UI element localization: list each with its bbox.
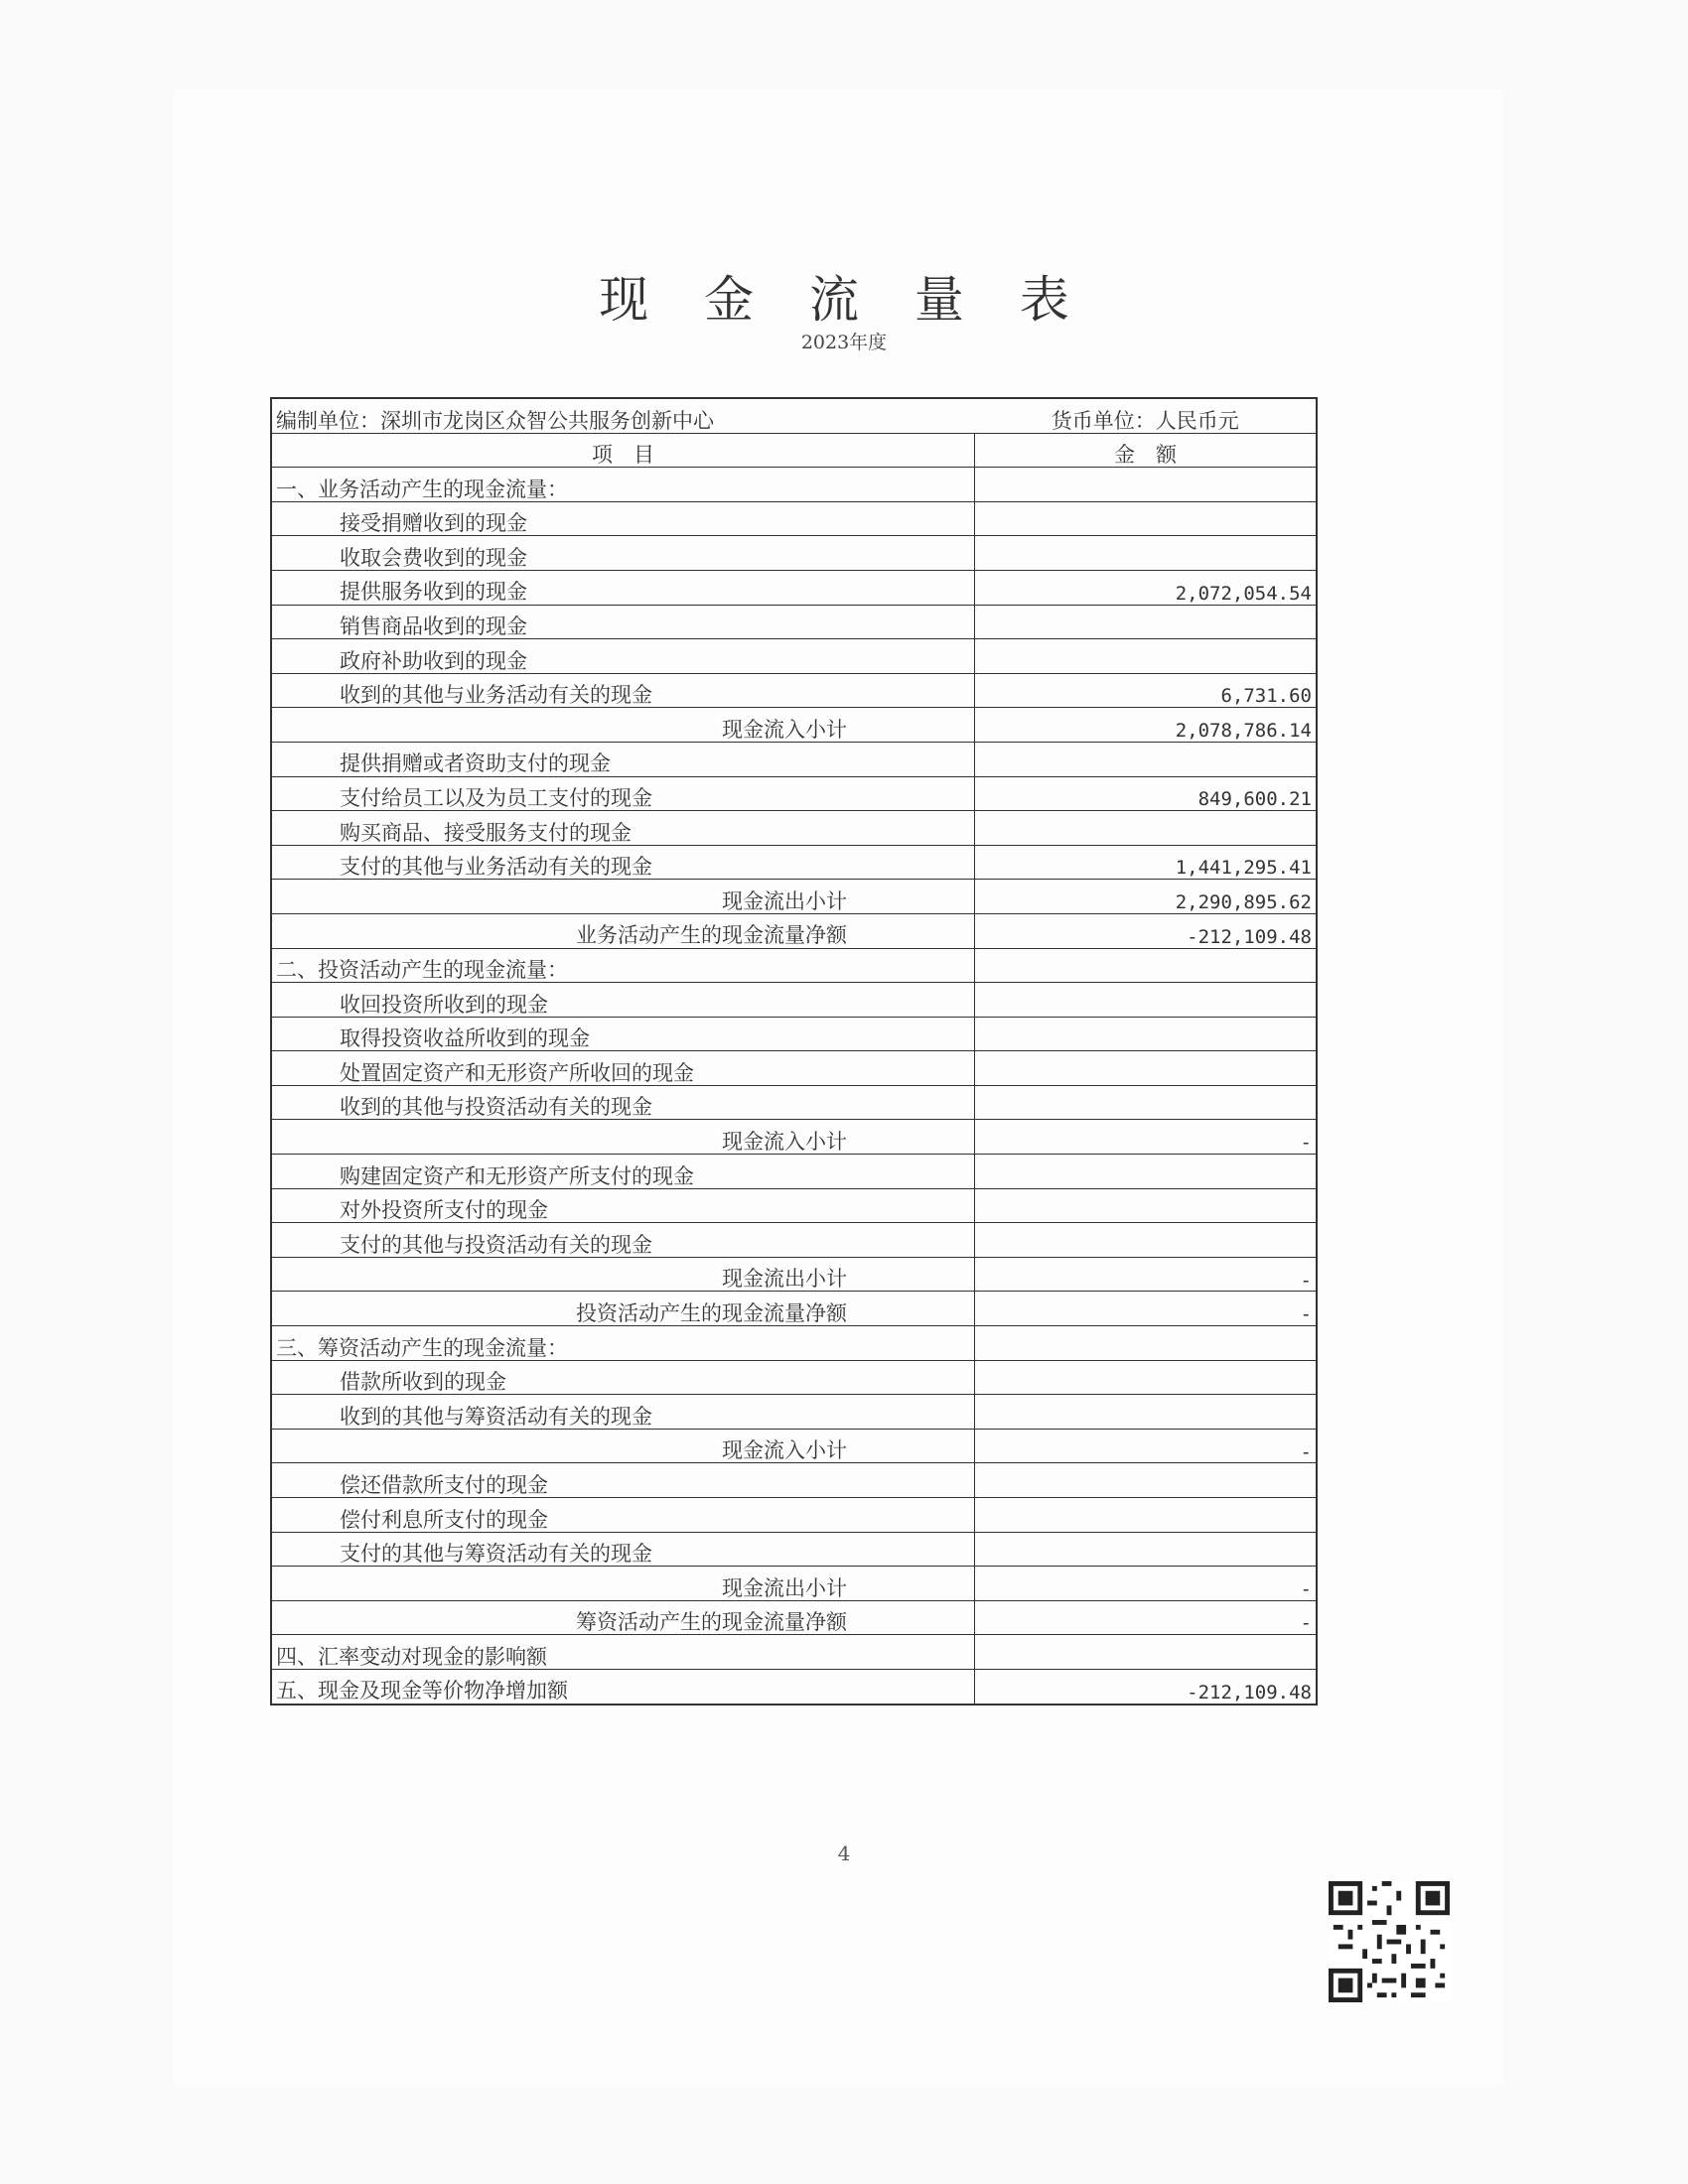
table-row: [271, 948, 1317, 983]
row-label: 购建固定资产和无形资产所支付的现金: [271, 1155, 975, 1189]
column-header-item: 项 目: [271, 433, 975, 468]
row-label: 投资活动产生的现金流量净额: [271, 1292, 975, 1326]
row-label: 偿还借款所支付的现金: [271, 1463, 975, 1498]
table-row: [271, 1600, 1317, 1635]
row-amount: [975, 1532, 1318, 1567]
table-header-row: [271, 433, 1317, 468]
row-label: 现金流入小计: [271, 708, 975, 743]
row-label: 提供捐赠或者资助支付的现金: [271, 742, 975, 776]
table-row: [271, 845, 1317, 880]
row-amount: [975, 501, 1318, 536]
compiler-unit: 编制单位：深圳市龙岗区众智公共服务创新中心: [271, 398, 975, 433]
row-amount: [975, 1051, 1318, 1086]
table-row: [271, 1120, 1317, 1155]
row-amount: [975, 605, 1318, 639]
row-label: 借款所收到的现金: [271, 1360, 975, 1395]
reporting-period: 2023年度: [800, 332, 888, 353]
row-label: 销售商品收到的现金: [271, 605, 975, 639]
table-row: [271, 1429, 1317, 1463]
table-row: [271, 1257, 1317, 1292]
row-label: 政府补助收到的现金: [271, 639, 975, 674]
column-header-amount: 金 额: [975, 433, 1318, 468]
table-row: [271, 1051, 1317, 1086]
row-label: 现金流出小计: [271, 1257, 975, 1292]
row-amount: -: [975, 1567, 1318, 1601]
row-label: 支付的其他与业务活动有关的现金: [271, 845, 975, 880]
table-row: [271, 708, 1317, 743]
table-row: [271, 776, 1317, 811]
row-label: 接受捐赠收到的现金: [271, 501, 975, 536]
row-label: 支付的其他与投资活动有关的现金: [271, 1223, 975, 1258]
row-amount: [975, 1360, 1318, 1395]
row-amount: [975, 1635, 1318, 1670]
row-label: 提供服务收到的现金: [271, 570, 975, 605]
row-label: 收回投资所收到的现金: [271, 983, 975, 1018]
table-row: [271, 1085, 1317, 1120]
row-label: 现金流入小计: [271, 1429, 975, 1463]
row-label: 收到的其他与筹资活动有关的现金: [271, 1395, 975, 1430]
table-row: [271, 1360, 1317, 1395]
row-amount: [975, 536, 1318, 571]
row-amount: 2,072,054.54: [975, 570, 1318, 605]
row-amount: [975, 639, 1318, 674]
row-amount: [975, 1326, 1318, 1361]
row-label: 处置固定资产和无形资产所收回的现金: [271, 1051, 975, 1086]
row-amount: -212,109.48: [975, 913, 1318, 948]
table-row: [271, 536, 1317, 571]
table-row: [271, 742, 1317, 776]
row-label: 现金流出小计: [271, 880, 975, 914]
table-row: [271, 1292, 1317, 1326]
row-label: 对外投资所支付的现金: [271, 1188, 975, 1223]
row-amount: [975, 1498, 1318, 1533]
row-label: 收到的其他与投资活动有关的现金: [271, 1085, 975, 1120]
table-row: [271, 1155, 1317, 1189]
row-label: 取得投资收益所收到的现金: [271, 1017, 975, 1051]
row-label: 业务活动产生的现金流量净额: [271, 913, 975, 948]
row-amount: [975, 1017, 1318, 1051]
table-row: [271, 605, 1317, 639]
currency-unit: 货币单位：人民币元: [975, 398, 1318, 433]
table-row: [271, 1532, 1317, 1567]
row-amount: -: [975, 1292, 1318, 1326]
row-label: 五、现金及现金等价物净增加额: [271, 1669, 975, 1704]
table-row: [271, 1567, 1317, 1601]
table-row: [271, 913, 1317, 948]
row-amount: -: [975, 1600, 1318, 1635]
row-label: 收到的其他与业务活动有关的现金: [271, 673, 975, 708]
row-amount: [975, 1188, 1318, 1223]
row-amount: [975, 1463, 1318, 1498]
row-label: 三、筹资活动产生的现金流量：: [271, 1326, 975, 1361]
row-label: 筹资活动产生的现金流量净额: [271, 1600, 975, 1635]
document-title: 现 金 流 量 表: [599, 271, 1089, 329]
row-amount: [975, 742, 1318, 776]
table-row: [271, 1669, 1317, 1704]
table-row: [271, 1188, 1317, 1223]
row-amount: [975, 811, 1318, 846]
row-amount: [975, 1223, 1318, 1258]
row-amount: [975, 1085, 1318, 1120]
row-amount: 849,600.21: [975, 776, 1318, 811]
table-row: [271, 1498, 1317, 1533]
row-label: 收取会费收到的现金: [271, 536, 975, 571]
row-amount: [975, 1395, 1318, 1430]
table-row: [271, 639, 1317, 674]
table-row: [271, 1463, 1317, 1498]
row-amount: 1,441,295.41: [975, 845, 1318, 880]
row-label: 购买商品、接受服务支付的现金: [271, 811, 975, 846]
table-row: [271, 983, 1317, 1018]
row-label: 偿付利息所支付的现金: [271, 1498, 975, 1533]
row-amount: [975, 1155, 1318, 1189]
table-row: [271, 880, 1317, 914]
row-amount: [975, 468, 1318, 502]
row-amount: -: [975, 1429, 1318, 1463]
row-label: 支付的其他与筹资活动有关的现金: [271, 1532, 975, 1567]
table-row: [271, 501, 1317, 536]
row-amount: 2,078,786.14: [975, 708, 1318, 743]
row-label: 四、汇率变动对现金的影响额: [271, 1635, 975, 1670]
table-row: [271, 1326, 1317, 1361]
row-label: 一、业务活动产生的现金流量：: [271, 468, 975, 502]
table-row: [271, 1223, 1317, 1258]
table-row: [271, 1635, 1317, 1670]
table-row: [271, 1017, 1317, 1051]
cash-flow-table: [270, 397, 1318, 1706]
row-amount: -: [975, 1257, 1318, 1292]
table-row: [271, 811, 1317, 846]
row-amount: -212,109.48: [975, 1669, 1318, 1704]
qr-code-icon: [1329, 1881, 1450, 2002]
table-row: [271, 673, 1317, 708]
row-amount: 6,731.60: [975, 673, 1318, 708]
table-row: [271, 1395, 1317, 1430]
row-amount: 2,290,895.62: [975, 880, 1318, 914]
page-number: 4: [837, 1842, 851, 1865]
row-amount: [975, 983, 1318, 1018]
row-label: 现金流出小计: [271, 1567, 975, 1601]
table-row: [271, 570, 1317, 605]
row-label: 支付给员工以及为员工支付的现金: [271, 776, 975, 811]
row-label: 二、投资活动产生的现金流量：: [271, 948, 975, 983]
row-amount: [975, 948, 1318, 983]
row-amount: -: [975, 1120, 1318, 1155]
table-info-row: [271, 398, 1317, 433]
row-label: 现金流入小计: [271, 1120, 975, 1155]
table-row: [271, 468, 1317, 502]
